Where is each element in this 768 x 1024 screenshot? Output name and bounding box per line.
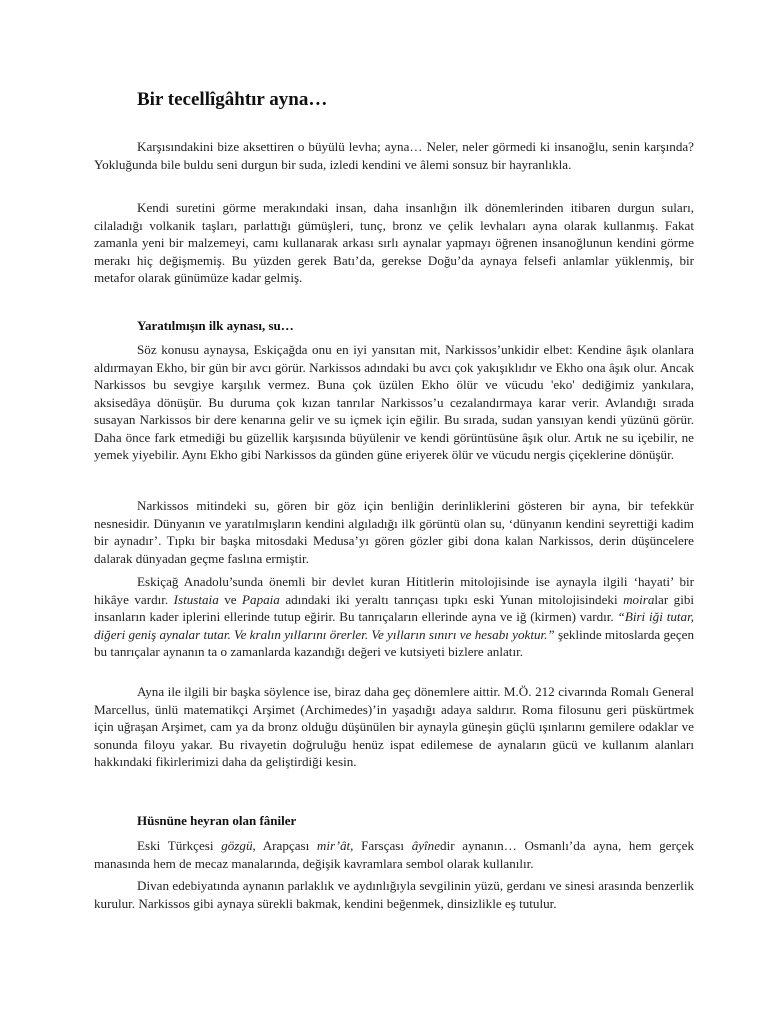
divan-literature-paragraph: Divan edebiyatında aynanın parlaklık ve aydınlığıyla sevgilinin yüzü, gerdanı ve sinesi arasında benzerlik kurulur. Narkissos gibi aynaya sürekli bakmak, kendini beğenmek, dinsizlikle eş tutulur. xyxy=(94,878,694,911)
section-heading-first-mirror: Yaratılmışın ilk aynası, su… xyxy=(137,318,294,333)
name-arabic-mirat: mir’ât xyxy=(316,838,351,853)
hittite-myth-paragraph xyxy=(94,573,694,661)
names-text-4: dir aynanın… Osmanlı’da ayna, hem gerçek manasında hem de mecaz manalarında, değişik kavramlara sembol olarak kullanılır. xyxy=(94,838,694,871)
names-text-1: Eski Türkçesi xyxy=(137,838,222,853)
intro-paragraph-1: Karşısındakini bize aksettiren o büyülü levha; ayna… Neler, neler görmedi ki insanoğlu, senin karşında? Yokluğunda bile buldu seni durgun bir suda, izledi kendini ve âlemi sonsuz bir hayranlıkla. xyxy=(94,139,694,172)
section-heading-admirers: Hüsnüne heyran olan fâniler xyxy=(137,813,297,828)
names-text-2: , Arapçası xyxy=(252,838,317,853)
intro-paragraph-2: Kendi suretini görme merakındaki insan, daha insanlığın ilk dönemlerinden itibaren durgun suları, cilaladığı volkanik taşları, parlattığı gümüşleri, tunç, bronz ve çelik levhaları ayna olarak kullanmış. Fakat zamanla yeni bir malzemeyi, camı kullanarak arkası sırlı aynalar yapmayı öğrenen insanoğlunun kendini görme merakı hiç değişmemiş. Bu yüzden gerek Batı’da, gerekse Doğu’da aynaya felsefi anlamlar yüklenmiş, bir metafor olarak günümüze kadar gelmiş. xyxy=(94,200,694,285)
hittite-text-5: şeklinde mitoslarda geçen bu tanrıçalar aynanın ta o zamanlarda kazandığı değeri ve kutsiyeti bizlere anlatır. xyxy=(94,626,695,659)
hittite-goddess-papaia: Papaia xyxy=(242,591,280,607)
mirror-names-paragraph xyxy=(94,837,694,872)
hittite-text-1: Eskiçağ Anadolu’sunda önemli bir devlet kuran Hititlerin mitolojisinde ise aynayla ilgili ‘hayati’ bir hikâye vardır. xyxy=(94,574,694,607)
hittite-text-2: ve xyxy=(218,591,243,607)
hittite-term-moira: moira xyxy=(623,591,655,607)
name-persian-ayine: âyîne xyxy=(411,838,441,853)
document-title: Bir tecellîgâhtır ayna… xyxy=(137,89,328,110)
names-text-3: , Farsçası xyxy=(350,838,412,853)
water-mirror-paragraph: Narkissos mitindeki su, gören bir göz için benliğin derinliklerini gösteren bir ayna, bir tefekkür nesnesidir. Dünyanın ve yaratılmışların kendini algıladığı ilk görüntü olan su, ‘dünyanın kendini seyrettiği kadim bir aynadır’. Tıpkı bir başka mitosdaki Medusa’yı gören gözler gibi dona kalan Narkissos, derin düşüncelere dalarak dünyadan geçme faslına ermiştir. xyxy=(94,498,694,566)
hittite-text-4: lar gibi insanların kader iplerini ellerinde tutup eğirir. Bu tanrıçaların ellerinde ayna ve iğ (kirmen) vardır. xyxy=(94,591,695,624)
narkissos-myth-paragraph: Söz konusu aynaysa, Eskiçağda onu en iyi yansıtan mit, Narkissos’unkidir elbet: Kendine âşık olanlara aldırmayan Ekho, bir gün bir avcı görür. Narkissos adındaki bu avcı çok yakışıklıdır ve Ekho ona âşık olur. Ancak Narkissos bu sevgiye karşılık vermez. Buna çok üzülen Ekho ölür ve vücudu 'eko' dediğimiz yankılara, aksisedâya dönüşür. Bu duruma çok kızan tanrılar Narkissos’u cezalandırmaya karar verir. Avlandığı sırada susayan Narkissos bir dere kenarına gelir ve su içmek için eğilir. Bu sırada, sudan yansıyan kendi yüzünü görür. Daha önce fark etmediği bu güzellik karşısında büyülenir ve kendi görüntüsüne âşık olur. Artık ne su içebilir, ne yemek yiyebilir. Aynı Ekho gibi Narkissos da günden güne eriyerek ölür ve vücudu nergis çiçeklerine dönüşür. xyxy=(94,342,694,462)
hittite-quote: “Biri iği tutar, diğeri geniş aynalar tutar. Ve kralın yıllarını örerler. Ve yılların sınırı ve hesabı yoktur.” xyxy=(94,609,694,642)
hittite-goddess-istustaia: Istustaia xyxy=(173,591,219,607)
name-turkish-gozgu: gözgü xyxy=(221,838,253,853)
hittite-text-3: adındaki iki yeraltı tanrıçası tıpkı eski Yunan mitolojisindeki xyxy=(279,591,624,607)
archimedes-paragraph: Ayna ile ilgili bir başka söylence ise, biraz daha geç dönemlere aittir. M.Ö. 212 civarında Romalı General Marcellus, ünlü matematikçi Arşimet (Archimedes)’in yaşadığı adaya saldırır. Roma filosunu geri püskürtmek için uğraşan Arşimet, cam ya da bronz olduğu düşünülen bir aynayla güneşin güçlü ışınlarını gemilere odaklar ve sonunda filoyu yakar. Bu rivayetin doğruluğu henüz ispat edilemese de aynaların gücü ve kullanım alanları hakkındaki fikirlerimizi daha da geliştirdiği kesin. xyxy=(94,684,694,769)
